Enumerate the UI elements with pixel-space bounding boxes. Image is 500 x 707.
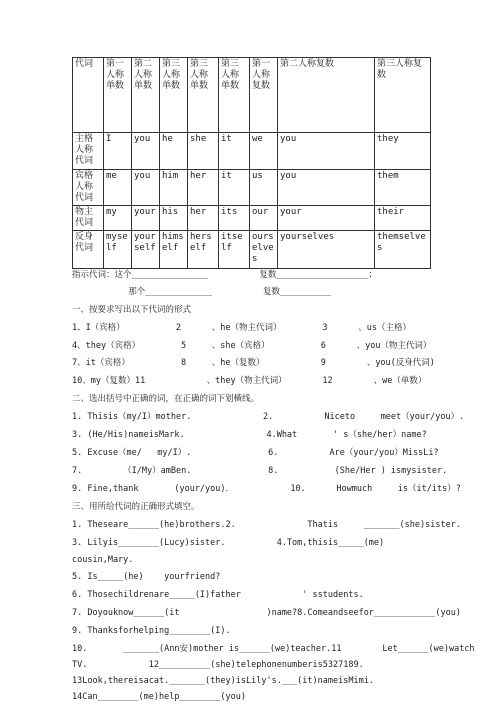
table-cell: 反身代词 (73, 231, 104, 269)
table-cell: their (375, 206, 431, 231)
table-cell: 主格人称代词 (73, 133, 104, 170)
table-header-cell: 代词 (73, 58, 104, 133)
exercise-line: 6. Thosechildrenare_____(I)father ' sstudents. (72, 590, 364, 600)
table-cell: you (132, 170, 160, 206)
exercise-line: TV. 12__________(she)telephonenumberis5327189. (72, 660, 364, 670)
table-header-cell: 第三人称复数 (375, 58, 431, 133)
table-row (73, 231, 431, 269)
table-header-cell: 第二人称复数 (278, 58, 375, 133)
table-cell: myself (104, 231, 132, 269)
table-cell: me (104, 170, 132, 206)
table-cell: herself (188, 231, 219, 269)
table-cell: themselves (375, 231, 431, 269)
exercise-line: 1、I（宾格） 2 、he（物主代词） 3 、us（主格） (72, 323, 411, 333)
exercise-line: 9. Fine,thank (your/you)． 10. Howmuch is（it/its）? (72, 484, 461, 494)
table-cell: itself (219, 231, 250, 269)
section-heading-3: 三、用所给代词的正确形式填空。 (72, 502, 200, 512)
table-header-cell: 第一人称复数 (250, 58, 278, 133)
table-cell: his (160, 206, 188, 231)
table-cell: they (375, 133, 431, 170)
exercise-line: 3. Lilyis________(Lucy)sister. 4.Tom,thisis_____(me) (72, 538, 385, 548)
table-row (73, 206, 431, 231)
exercise-line: 7. （I/My）amBen. 8. (She/Her ) ismysister. (72, 466, 448, 476)
exercise-line: 3. (He/His)nameisMark. 4.What ' s（she/her）name? (72, 430, 427, 440)
table-cell: it (219, 133, 250, 170)
demonstrative-line-2: 那个_____________ 复数__________ (72, 287, 332, 297)
table-cell: her (188, 206, 219, 231)
table-cell: our (250, 206, 278, 231)
table-cell: she (188, 133, 219, 170)
table-row (73, 133, 431, 170)
table-cell: himself (160, 231, 188, 269)
table-cell: us (250, 170, 278, 206)
table-cell: you (278, 133, 375, 170)
table-cell: he (160, 133, 188, 170)
table-header-cell: 第三人称单数 (219, 58, 250, 133)
table-cell: 物主代词 (73, 206, 104, 231)
table-cell: yourself (132, 231, 160, 269)
exercise-line: 7、it（宾格） 8 、he（复数） 9 、you(反身代词) (72, 358, 435, 368)
table-cell: your (278, 206, 375, 231)
table-cell: her (188, 170, 219, 206)
exercise-line: 14Can________(me)help________(you) (72, 692, 246, 702)
table-cell: its (219, 206, 250, 231)
section-heading-2: 二、选出括号中正确的词，在正确的词下划横线。 (72, 394, 260, 404)
exercise-line: cousin,Mary. (72, 555, 134, 565)
exercise-line: 1. Theseare______(he)brothers.2. Thatis _______(she)sister. (72, 520, 461, 530)
exercise-line: 13Look,thereisacat._______(they)isLily's.___(it)nameisMimi. (72, 676, 374, 686)
table-header-cell: 第一人称单数 (104, 58, 132, 133)
table-cell: I (104, 133, 132, 170)
table-cell: your (132, 206, 160, 231)
table-cell: them (375, 170, 431, 206)
table-cell: ourselves (250, 231, 278, 269)
table-cell: we (250, 133, 278, 170)
table-cell: you (132, 133, 160, 170)
exercise-line: 5. Excuse（me/ my/I）. 6. Are（your/you）MissLi? (72, 448, 439, 458)
table-cell: my (104, 206, 132, 231)
table-header-cell: 第三人称单数 (188, 58, 219, 133)
exercise-line: 10、my（复数）11 、they（物主代词） 12 、we（单数） (72, 376, 427, 386)
exercise-line: 7. Doyouknow______(it )name?8.Comeandseefor____________(you) (72, 608, 461, 618)
exercise-line: 4、they（宾格） 5 、she（宾格） 6 、you（物主代词） (72, 341, 432, 351)
exercise-line: 9. Thanksforhelping________(I). (72, 626, 231, 636)
table-cell: yourselves (278, 231, 375, 269)
table-cell: you (278, 170, 375, 206)
table-cell: 宾格人称代词 (73, 170, 104, 206)
table-header-cell: 第三人称单数 (160, 58, 188, 133)
table-header-row (73, 58, 431, 133)
table-header-cell: 第二人称单数 (132, 58, 160, 133)
table-cell: it (219, 170, 250, 206)
exercise-line: 5. Is_____(he) yourfriend? (72, 572, 221, 582)
pronoun-table (72, 57, 431, 269)
table-cell: him (160, 170, 188, 206)
section-heading-1: 一、按要求写出以下代词的形式 (72, 305, 192, 315)
exercise-line: 1. Thisis（my/I）mother. 2. Niceto meet（your/you）. (72, 412, 465, 422)
table-row (73, 170, 431, 206)
demonstrative-line-1: 指示代词：这个_______________ 复数__________________； (72, 270, 378, 280)
exercise-line: 10. _______(Ann安)mother is______(we)teacher.11 Let______(we)watch (72, 644, 475, 654)
